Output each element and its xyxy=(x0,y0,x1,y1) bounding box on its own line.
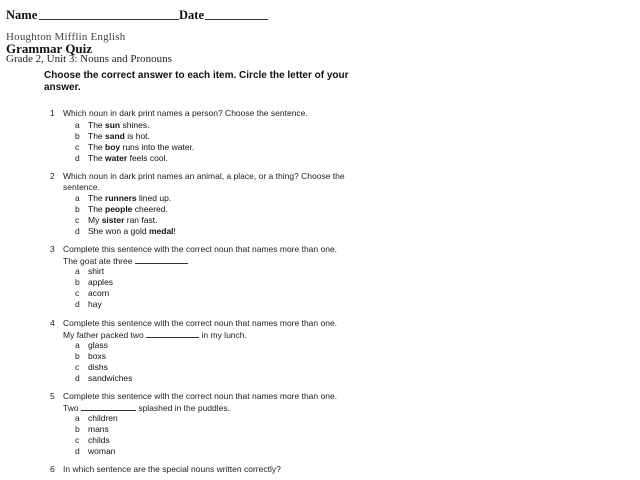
question-text: Which noun in dark print names a person? Choose the sentence. xyxy=(63,108,308,118)
unit-subtitle: Grade 2, Unit 3: Nouns and Pronouns xyxy=(6,53,172,65)
option-letter[interactable]: d xyxy=(75,446,80,456)
question-text: Which noun in dark print names an animal, a place, or a thing? Choose the xyxy=(63,171,345,181)
option-text: The water feels cool. xyxy=(88,153,168,163)
question-text: Complete this sentence with the correct noun that names more than one. xyxy=(63,244,338,254)
publisher-name: Houghton Mifflin English xyxy=(6,31,126,43)
question-text: Complete this sentence with the correct noun that names more than one. xyxy=(63,318,338,328)
option-letter[interactable]: d xyxy=(75,226,80,236)
question-number: 1 xyxy=(50,108,55,118)
option-letter[interactable]: b xyxy=(75,204,80,214)
question-text: In which sentence are the special nouns written correctly? xyxy=(63,464,281,474)
option-letter[interactable]: a xyxy=(75,340,80,350)
option-text: My sister ran fast. xyxy=(88,215,158,225)
option-letter[interactable]: d xyxy=(75,373,80,383)
option-letter[interactable]: b xyxy=(75,424,80,434)
option-text: glass xyxy=(88,340,108,350)
option-text: She won a gold medal! xyxy=(88,226,176,236)
option-letter[interactable]: b xyxy=(75,277,80,287)
option-letter[interactable]: a xyxy=(75,193,80,203)
option-text: The sun shines. xyxy=(88,120,150,130)
question-number: 5 xyxy=(50,391,55,401)
option-letter[interactable]: b xyxy=(75,131,80,141)
option-text: acorn xyxy=(88,288,110,298)
option-letter[interactable]: c xyxy=(75,435,80,445)
name-label: Name xyxy=(6,8,38,22)
option-letter[interactable]: b xyxy=(75,351,80,361)
option-text: shirt xyxy=(88,266,105,276)
name-field-line[interactable] xyxy=(39,19,179,20)
question-number: 4 xyxy=(50,318,55,328)
option-letter[interactable]: c xyxy=(75,142,80,152)
question-prompt: Two splashed in the puddles. xyxy=(63,403,230,413)
option-text: children xyxy=(88,413,118,423)
question-prompt: My father packed two in my lunch. xyxy=(63,330,247,340)
question-text: Complete this sentence with the correct noun that names more than one. xyxy=(63,391,338,401)
option-letter[interactable]: c xyxy=(75,288,80,298)
question-text-cont: sentence. xyxy=(63,182,100,192)
option-text: sandwiches xyxy=(88,373,133,383)
quiz-instructions: Choose the correct answer to each item. Circle the letter of your answer. xyxy=(44,70,349,93)
quiz-title: Grammar Quiz xyxy=(6,41,93,56)
option-text: The people cheered. xyxy=(88,204,168,214)
option-letter[interactable]: c xyxy=(75,362,80,372)
answer-blank xyxy=(81,402,136,411)
option-letter[interactable]: a xyxy=(75,266,80,276)
question-number: 3 xyxy=(50,244,55,254)
question-number: 6 xyxy=(50,464,55,474)
question-number: 2 xyxy=(50,171,55,181)
option-text: The runners lined up. xyxy=(88,193,172,203)
option-letter[interactable]: c xyxy=(75,215,80,225)
option-text: childs xyxy=(88,435,110,445)
option-text: The sand is hot. xyxy=(88,131,150,141)
answer-blank xyxy=(146,329,199,338)
option-text: apples xyxy=(88,277,114,287)
option-letter[interactable]: d xyxy=(75,299,80,309)
date-field-line[interactable] xyxy=(205,19,268,20)
option-letter[interactable]: d xyxy=(75,153,80,163)
option-text: hay xyxy=(88,299,102,309)
option-text: dishs xyxy=(88,362,108,372)
question-prompt: The goat ate three xyxy=(63,255,188,266)
answer-blank xyxy=(135,255,188,264)
date-label: Date xyxy=(179,8,204,22)
option-text: boxs xyxy=(88,351,106,361)
option-text: The boy runs into the water. xyxy=(88,142,195,152)
option-text: woman xyxy=(88,446,116,456)
option-letter[interactable]: a xyxy=(75,120,80,130)
option-letter[interactable]: a xyxy=(75,413,80,423)
option-text: mans xyxy=(88,424,109,434)
